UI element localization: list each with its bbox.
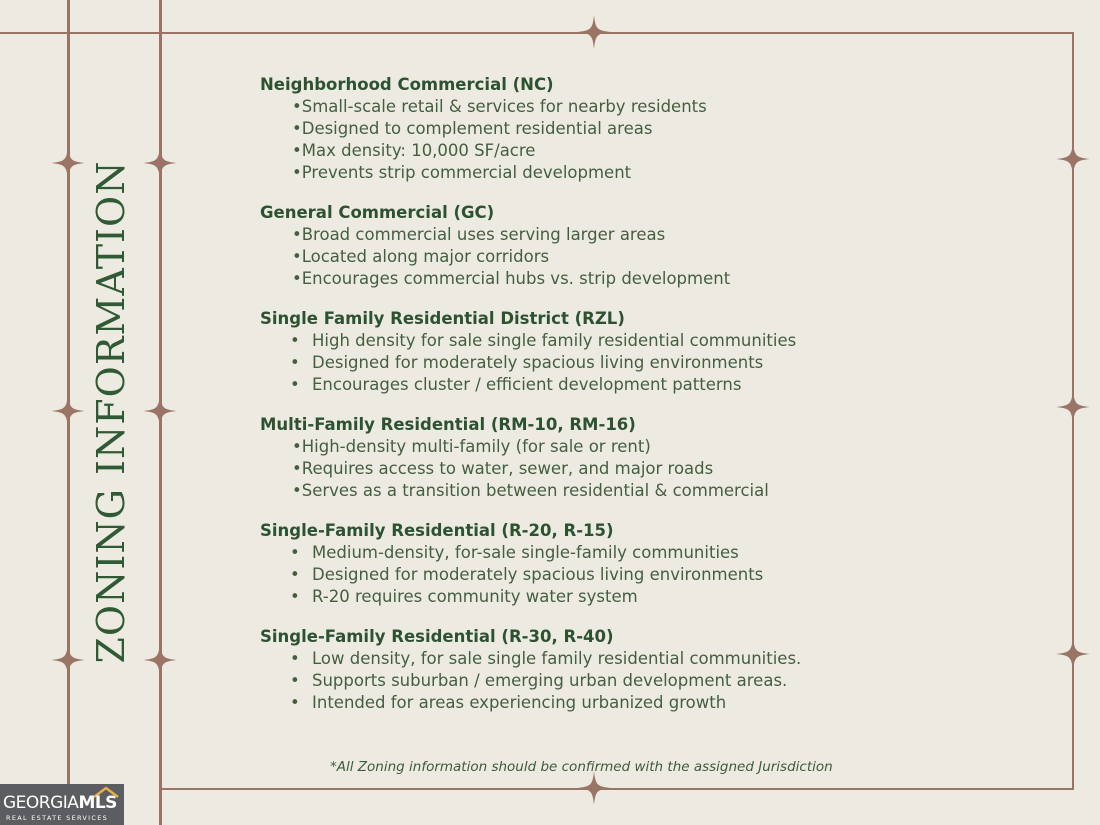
zoning-section [260,74,1060,184]
bullet-icon: • [290,587,300,606]
zoning-section [260,626,1060,714]
zoning-section [260,308,1060,396]
section-title: General Commercial (GC) [260,203,495,222]
list-item-text: •Designed to complement residential areas [292,119,653,138]
list-item [260,268,1060,290]
list-item [260,374,1060,396]
zoning-section [260,414,1060,502]
list-item-text: R-20 requires community water system [312,587,638,606]
list-item [260,648,1060,670]
list-item-text: Intended for areas experiencing urbanized growth [312,693,727,712]
logo-wordmark: GEORGIAMLS [3,793,117,813]
list-item-text: •Encourages commercial hubs vs. strip development [292,269,731,288]
frame-bottom-horizontal [162,788,1074,790]
section-title: Single-Family Residential (R-20, R-15) [260,521,614,540]
list-item [260,692,1060,714]
list-item-text: High density for sale single family residential communities [312,331,797,350]
section-list [260,648,1060,714]
list-item-text: •Broad commercial uses serving larger areas [292,225,666,244]
section-list [260,542,1060,608]
footnote: *All Zoning information should be confirmed with the assigned Jurisdiction [330,759,833,775]
list-item [260,96,1060,118]
list-item-text: •Prevents strip commercial development [292,163,632,182]
list-item [260,458,1060,480]
section-list [260,436,1060,502]
bullet-icon: • [290,649,300,668]
section-title: Neighborhood Commercial (NC) [260,75,554,94]
list-item-text: •Small-scale retail & services for nearby residents [292,97,707,116]
logo-tagline: REAL ESTATE SERVICES [6,814,109,822]
list-item-text: Encourages cluster / efficient development patterns [312,375,742,394]
section-list [260,330,1060,396]
section-list [260,224,1060,290]
zoning-section [260,520,1060,608]
list-item [260,436,1060,458]
list-item-text: Designed for moderately spacious living environments [312,565,764,584]
frame-top-left-horizontal [0,32,162,34]
list-item-text: •Serves as a transition between residential & commercial [292,481,769,500]
section-title: Single Family Residential District (RZL) [260,309,625,328]
list-item-text: •Located along major corridors [292,247,550,266]
bullet-icon: • [290,671,300,690]
section-title: Single-Family Residential (R-30, R-40) [260,627,614,646]
list-item-text: Supports suburban / emerging urban development areas. [312,671,788,690]
list-item [260,330,1060,352]
list-item [260,162,1060,184]
bullet-icon: • [290,565,300,584]
bullet-icon: • [290,353,300,372]
list-item [260,480,1060,502]
bullet-icon: • [290,543,300,562]
list-item-text: Medium-density, for-sale single-family communities [312,543,739,562]
georgia-mls-logo [0,784,124,825]
section-list [260,96,1060,184]
section-title: Multi-Family Residential (RM-10, RM-16) [260,415,636,434]
list-item [260,140,1060,162]
list-item [260,586,1060,608]
list-item-text: Designed for moderately spacious living environments [312,353,764,372]
bullet-icon: • [290,693,300,712]
bullet-icon: • [290,375,300,394]
zoning-section [260,202,1060,290]
list-item [260,542,1060,564]
list-item [260,670,1060,692]
list-item [260,352,1060,374]
list-item [260,246,1060,268]
list-item [260,224,1060,246]
list-item-text: Low density, for sale single family residential communities. [312,649,802,668]
zoning-content [260,74,1060,732]
list-item [260,564,1060,586]
list-item-text: •Max density: 10,000 SF/acre [292,141,536,160]
list-item [260,118,1060,140]
page-title: ZONING INFORMATION [89,160,133,664]
frame-top-horizontal [162,32,1074,34]
bullet-icon: • [290,331,300,350]
list-item-text: •Requires access to water, sewer, and major roads [292,459,714,478]
list-item-text: •High-density multi-family (for sale or rent) [292,437,651,456]
